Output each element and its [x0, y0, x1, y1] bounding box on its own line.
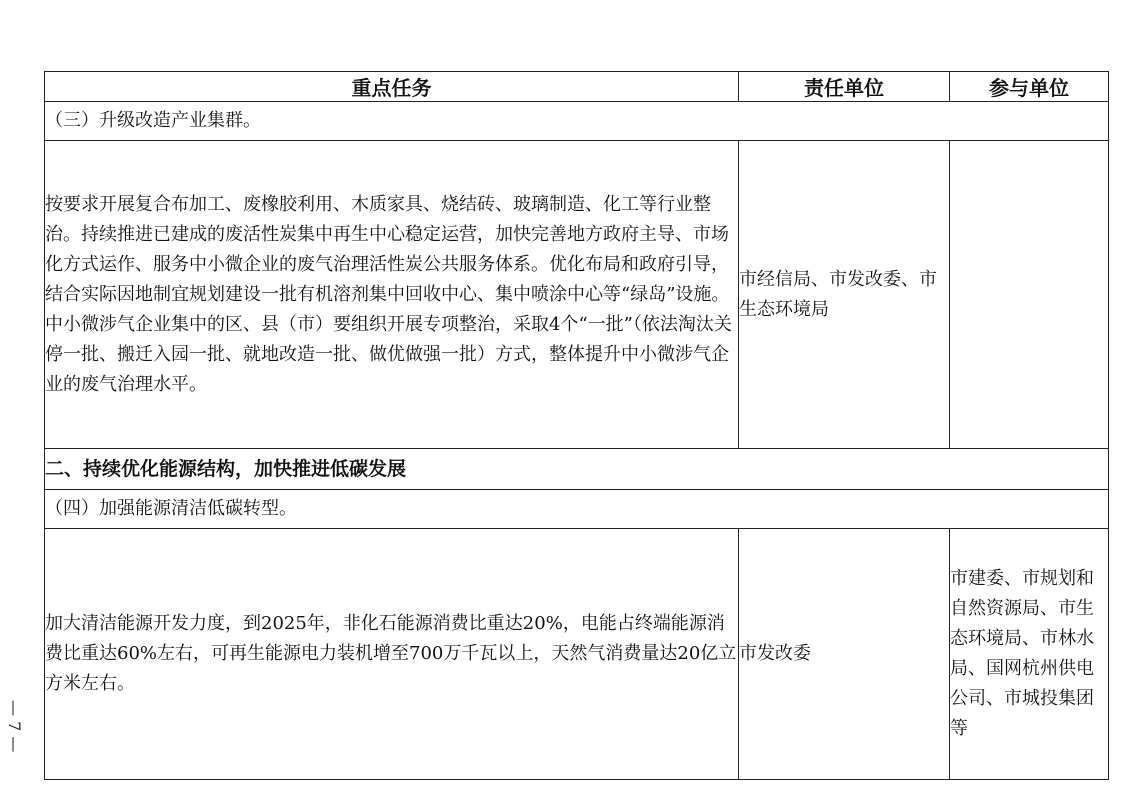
task-row: [45, 529, 1109, 780]
section-row: [45, 449, 1109, 490]
participating-unit: 市建委、市规划和自然资源局、市生态环境局、市林水局、国网杭州供电公司、市城投集团等: [950, 529, 1109, 780]
participating-unit: [950, 141, 1109, 449]
subsection-row: [45, 102, 1109, 141]
task-description: 按要求开展复合布加工、废橡胶利用、木质家具、烧结砖、玻璃制造、化工等行业整治。持续推进已建成的废活性炭集中再生中心稳定运营，加快完善地方政府主导、市场化方式运作、服务中小微企业的废气治理活性炭公共服务体系。优化布局和政府引导，结合实际因地制宜规划建设一批有机溶剂集中回收中心、集中喷涂中心等“绿岛”设施。中小微涉气企业集中的区、县（市）要组织开展专项整治，采取4个“一批”（依法淘汰关停一批、搬迁入园一批、就地改造一批、做优做强一批）方式，整体提升中小微涉气企业的废气治理水平。: [45, 141, 739, 449]
subsection-title: （四）加强能源清洁低碳转型。: [45, 490, 1109, 529]
header-task: 重点任务: [45, 72, 739, 102]
task-description: 加大清洁能源开发力度，到2025年，非化石能源消费比重达20%，电能占终端能源消费比重达60%左右，可再生能源电力装机增至700万千瓦以上，天然气消费量达20亿立方米左右。: [45, 529, 739, 780]
header-responsible: 责任单位: [739, 72, 950, 102]
page-number: — 7 —: [5, 700, 24, 753]
subsection-row: [45, 490, 1109, 529]
task-table: [44, 71, 1109, 780]
header-participating: 参与单位: [950, 72, 1109, 102]
responsible-unit: 市经信局、市发改委、市生态环境局: [739, 141, 950, 449]
subsection-title: （三）升级改造产业集群。: [45, 102, 1109, 141]
responsible-unit: 市发改委: [739, 529, 950, 780]
header-row: [45, 72, 1109, 102]
task-row: [45, 141, 1109, 449]
section-title: 二、持续优化能源结构，加快推进低碳发展: [45, 449, 1109, 490]
